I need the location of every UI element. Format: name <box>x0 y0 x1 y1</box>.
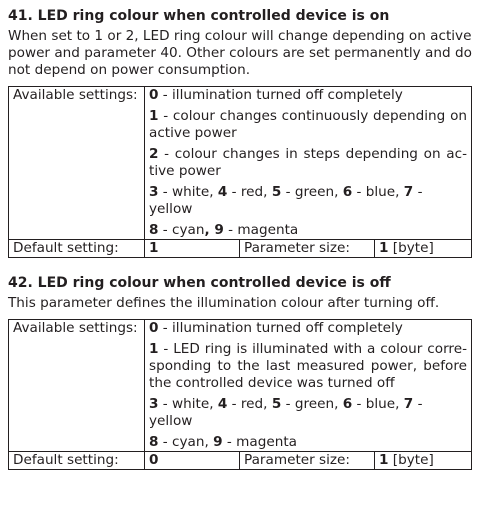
option-0 <box>149 320 467 337</box>
options-cell <box>145 320 472 452</box>
parameter-41-title: 41. LED ring colour when controlled device is on <box>8 8 390 24</box>
option-8-9 <box>149 222 467 239</box>
parameter-size-unit: [byte] <box>388 452 434 468</box>
option-number: 8 <box>149 434 159 450</box>
option-text: - LED ring is illuminated with a colour corre-sponding to the last measured power, before the controlled device was turned off <box>149 341 467 391</box>
default-setting-label: Default setting: <box>9 452 145 470</box>
option-text: - magenta <box>223 222 299 238</box>
option-text: - red, <box>227 396 272 412</box>
option-text: - blue, <box>352 396 404 412</box>
default-setting-value: 0 <box>145 452 240 470</box>
default-setting-label: Default setting: <box>9 240 145 258</box>
option-number: 0 <box>149 87 159 103</box>
option-1 <box>149 341 467 392</box>
option-number: 9 <box>213 434 223 450</box>
option-text: - cyan, <box>158 434 214 450</box>
option-number: 1 <box>149 108 159 124</box>
available-settings-label: Available settings: <box>9 87 145 240</box>
option-text: - green, <box>281 396 343 412</box>
option-number: 3 <box>149 396 159 412</box>
option-number: 4 <box>217 396 228 412</box>
option-text: - magenta <box>222 434 297 450</box>
option-text: - blue, <box>352 184 404 200</box>
option-number: 6 <box>342 396 353 412</box>
option-3-7 <box>149 184 467 218</box>
parameter-size-label: Parameter size: <box>240 240 375 258</box>
parameter-size-number: 1 <box>379 452 389 468</box>
option-text: - cyan <box>158 222 205 238</box>
options-cell <box>145 87 472 240</box>
option-number: 3 <box>149 184 159 200</box>
option-text: - yellow <box>149 396 423 429</box>
parameter-42-title: 42. LED ring colour when controlled device is off <box>8 275 391 291</box>
option-text: - white, <box>158 184 218 200</box>
option-text: - colour changes continuously depending on active power <box>149 108 467 141</box>
option-number: 2 <box>149 146 159 162</box>
option-2 <box>149 146 467 180</box>
option-text: - red, <box>227 184 272 200</box>
parameter-42-section <box>8 274 476 470</box>
default-setting-row <box>9 452 472 470</box>
parameter-size-label: Parameter size: <box>240 452 375 470</box>
option-8-9 <box>149 434 467 451</box>
option-number: 4 <box>217 184 228 200</box>
option-number: 7 <box>403 184 414 200</box>
option-text: - colour changes in steps depending on ac-tive power <box>149 146 467 179</box>
option-text: - green, <box>281 184 343 200</box>
available-settings-row <box>9 87 472 240</box>
option-number: 5 <box>271 184 282 200</box>
option-0 <box>149 87 467 104</box>
option-number: 1 <box>149 341 159 357</box>
option-number: 0 <box>149 320 159 336</box>
available-settings-row <box>9 320 472 452</box>
option-text: - illumination turned off completely <box>158 87 403 103</box>
option-number: 5 <box>271 396 282 412</box>
parameter-41-table <box>8 86 472 258</box>
option-text: - yellow <box>149 184 423 217</box>
parameter-42-description: This parameter defines the illumination colour after turning off. <box>8 295 440 311</box>
option-number: 8 <box>149 222 159 238</box>
option-number: 7 <box>403 396 414 412</box>
parameter-size-number: 1 <box>379 240 389 256</box>
option-number: , 9 <box>204 222 224 238</box>
default-setting-row <box>9 240 472 258</box>
parameter-41-description: When set to 1 or 2, LED ring colour will change depending on active power and parameter 40. Other colours are set permanently and do not depend on power consumption. <box>8 28 472 78</box>
parameter-41-section <box>8 7 476 258</box>
parameter-size-unit: [byte] <box>388 240 434 256</box>
option-text: - illumination turned off completely <box>158 320 403 336</box>
option-3-7 <box>149 396 467 430</box>
parameter-size-value <box>375 240 472 258</box>
available-settings-label: Available settings: <box>9 320 145 452</box>
default-setting-value: 1 <box>145 240 240 258</box>
option-text: - white, <box>158 396 218 412</box>
parameter-42-table <box>8 319 472 470</box>
option-1 <box>149 108 467 142</box>
parameter-size-value <box>375 452 472 470</box>
option-number: 6 <box>342 184 353 200</box>
